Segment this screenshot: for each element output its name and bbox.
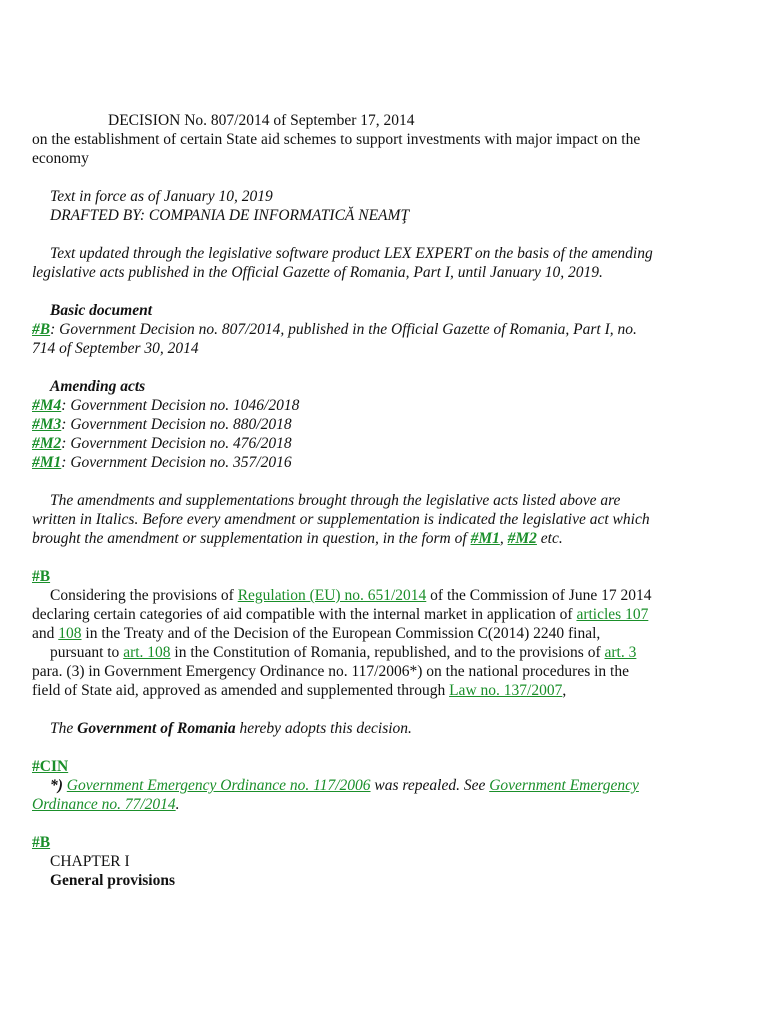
amending-act-text: : Government Decision no. 476/2018 [61,435,292,452]
oug-117-2006-link[interactable]: Government Emergency Ordinance no. 117/2006 [66,777,371,794]
preamble-text: in the Treaty and of the Decision of the European Commission C(2014) 2240 final, [81,625,601,642]
preamble-line5: para. (3) in Government Emergency Ordinance no. 117/2006*) on the national procedures in the [32,663,629,680]
preamble-text: field of State aid, approved as amended and supplemented through [32,682,450,699]
tag-m3-link[interactable]: #M3 [32,416,62,433]
amending-acts-heading: Amending acts [50,378,146,395]
in-force-text: Text in force as of January 10, 2019 [50,188,273,205]
update-note-line1: Text updated through the legislative software product LEX EXPERT on the basis of the amending [50,245,653,262]
amending-act-item [32,415,747,434]
articles-107-link[interactable]: articles 107 [576,606,649,623]
cin-note-text: . [175,796,180,813]
amendments-note-text: brought the amendment or supplementation in question, in the form of [32,530,471,547]
cin-note-line2 [32,795,747,814]
tag-m1-link[interactable]: #M1 [32,454,62,471]
oug-77-2014-link[interactable]: Government Emergency [489,777,639,794]
oug-77-2014-link[interactable]: Ordinance no. 77/2014 [32,796,176,813]
preamble-text: of the Commission of June 17 2014 [426,587,652,604]
preamble-text: declaring certain categories of aid compatible with the internal market in application of [32,606,577,623]
tag-m4-link[interactable]: #M4 [32,397,62,414]
tag-m2-example-link[interactable]: #M2 [507,530,537,547]
cin-note-line1 [32,776,747,795]
drafted-by-text: DRAFTED BY: COMPANIA DE INFORMATICĂ NEAMŢ [50,207,410,224]
basic-document-heading: Basic document [50,302,153,319]
preamble-text: pursuant to [50,644,124,661]
cin-note-text: was repealed. See [370,777,490,794]
article-108-link[interactable]: 108 [58,625,82,642]
amendments-note-line2: written in Italics. Before every amendment or supplementation is indicated the legislative act which [32,511,650,528]
preamble-line6 [32,681,747,700]
footnote-marker: *) [50,777,67,794]
amending-act-text: : Government Decision no. 357/2016 [61,454,292,471]
tag-m2-link[interactable]: #M2 [32,435,62,452]
preamble-text: and [32,625,59,642]
tag-m1-example-link[interactable]: #M1 [470,530,500,547]
preamble-text: , [562,682,567,699]
adoption-text: hereby adopts this decision. [235,720,412,737]
update-note-line2: legislative acts published in the Official Gazette of Romania, Part I, until January 10, 2019. [32,264,603,281]
decision-title: DECISION No. 807/2014 of September 17, 2014 [108,112,415,129]
amending-act-text: : Government Decision no. 880/2018 [61,416,292,433]
basic-document-line2: 714 of September 30, 2014 [32,340,199,357]
separator-text: , [499,530,508,547]
tag-b-link[interactable]: #B [32,321,51,338]
decision-subtitle-line2: economy [32,150,89,167]
preamble-line3 [32,624,747,643]
amending-act-item [32,434,747,453]
amendments-note-line1: The amendments and supplementations brought through the legislative acts listed above are [50,492,621,509]
preamble-line2 [32,605,747,624]
art-3-link[interactable]: art. 3 [604,644,637,661]
amending-act-item [32,396,747,415]
amending-act-text: : Government Decision no. 1046/2018 [61,397,300,414]
document-page [32,111,747,890]
constitution-art-108-link[interactable]: art. 108 [123,644,171,661]
tag-cin-link[interactable]: #CIN [32,758,69,775]
decision-subtitle-line1: on the establishment of certain State aid schemes to support investments with major impact on the [32,131,641,148]
amending-act-item [32,453,747,472]
chapter-tag-line [32,833,747,852]
preamble-line4 [32,643,747,662]
regulation-651-link[interactable]: Regulation (EU) no. 651/2014 [237,587,427,604]
adoption-statement [32,719,747,738]
chapter-title: General provisions [50,872,176,889]
preamble-text: in the Constitution of Romania, republished, and to the provisions of [170,644,605,661]
preamble-tag-line [32,567,747,586]
tag-b-link[interactable]: #B [32,568,51,585]
basic-document-text: : Government Decision no. 807/2014, published in the Official Gazette of Romania, Part I, no. [50,321,637,338]
preamble-line1 [32,586,747,605]
etc-text: etc. [536,530,563,547]
basic-document-line1 [32,320,747,339]
government-of-romania-text: Government of Romania [77,720,236,737]
amendments-note-line3 [32,529,747,548]
preamble-text: Considering the provisions of [50,587,238,604]
law-137-2007-link[interactable]: Law no. 137/2007 [449,682,563,699]
tag-b-link[interactable]: #B [32,834,51,851]
cin-tag-line [32,757,747,776]
adoption-text: The [50,720,78,737]
chapter-label: CHAPTER I [50,853,130,870]
